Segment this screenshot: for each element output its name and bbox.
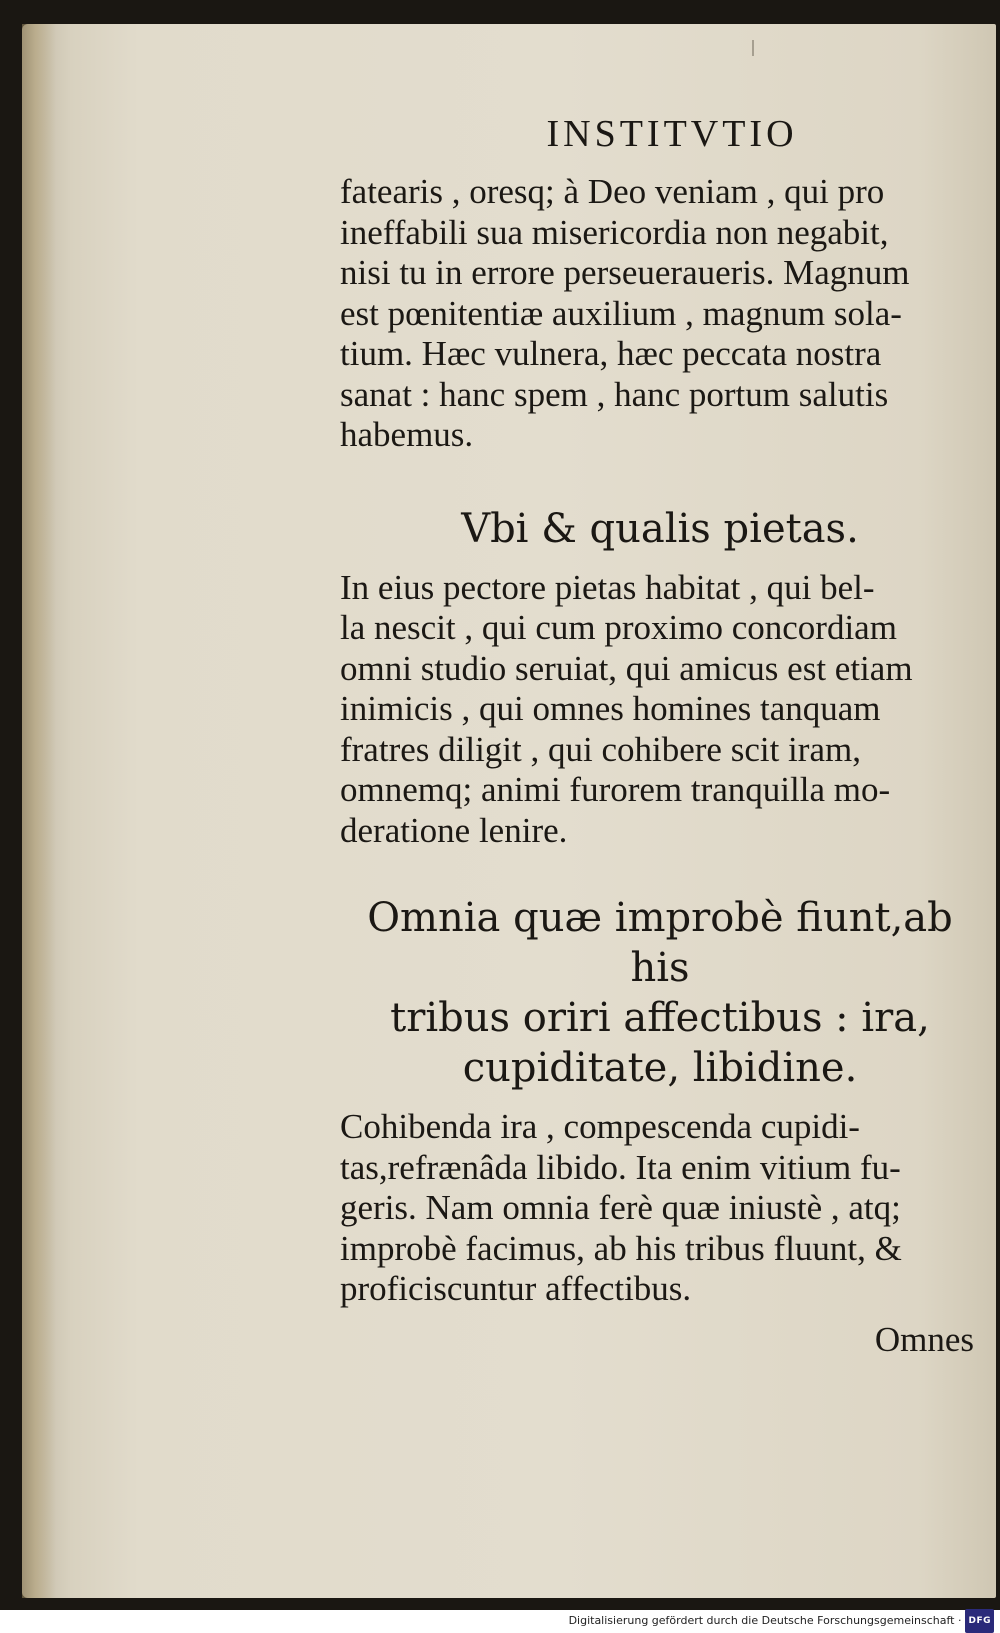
running-head: INSTITVTIO	[546, 113, 798, 155]
page-gutter-shadow	[22, 24, 56, 1598]
section-heading-2: Omnia quæ improbè fiunt,ab his tribus oriri affectibus : ira, cupiditate, libidine.	[367, 895, 953, 1091]
paragraph-3: Cohibenda ira , compescenda cupidi- tas,refrænâda libido. Ita enim vitium fu- geris. Nam omnia ferè quæ iniustè , atq; improbè facimus, ab his tribus fluunt, & proficiscuntur affectibus.	[340, 1107, 902, 1308]
dfg-logo-icon: DFG	[965, 1609, 994, 1633]
page-text-block	[340, 100, 980, 1360]
section-heading-1: Vbi & qualis pietas.	[461, 505, 859, 552]
catchword: Omnes	[874, 1319, 974, 1359]
page-mark	[752, 40, 754, 56]
digitization-footer	[569, 1610, 994, 1632]
paragraph-1: fatearis , oresq; à Deo veniam , qui pro ineffabili sua misericordia non negabit, nisi tu in errore perseueraueris. Magnum est pœnitentiæ auxilium , magnum sola- tium. Hæc vulnera, hæc peccata nostra sanat : hanc spem , hanc portum salutis habemus.	[340, 172, 910, 454]
footer-credit-text: Digitalisierung gefördert durch die Deutsche Forschungsgemeinschaft ·	[568, 1614, 962, 1627]
paragraph-2: In eius pectore pietas habitat , qui bel- la nescit , qui cum proximo concordiam omni studio seruiat, qui amicus est etiam inimicis , qui omnes homines tanquam fratres diligit , qui cohibere scit iram, omnemq; animi furorem tranquilla mo- deratione lenire.	[340, 567, 913, 850]
